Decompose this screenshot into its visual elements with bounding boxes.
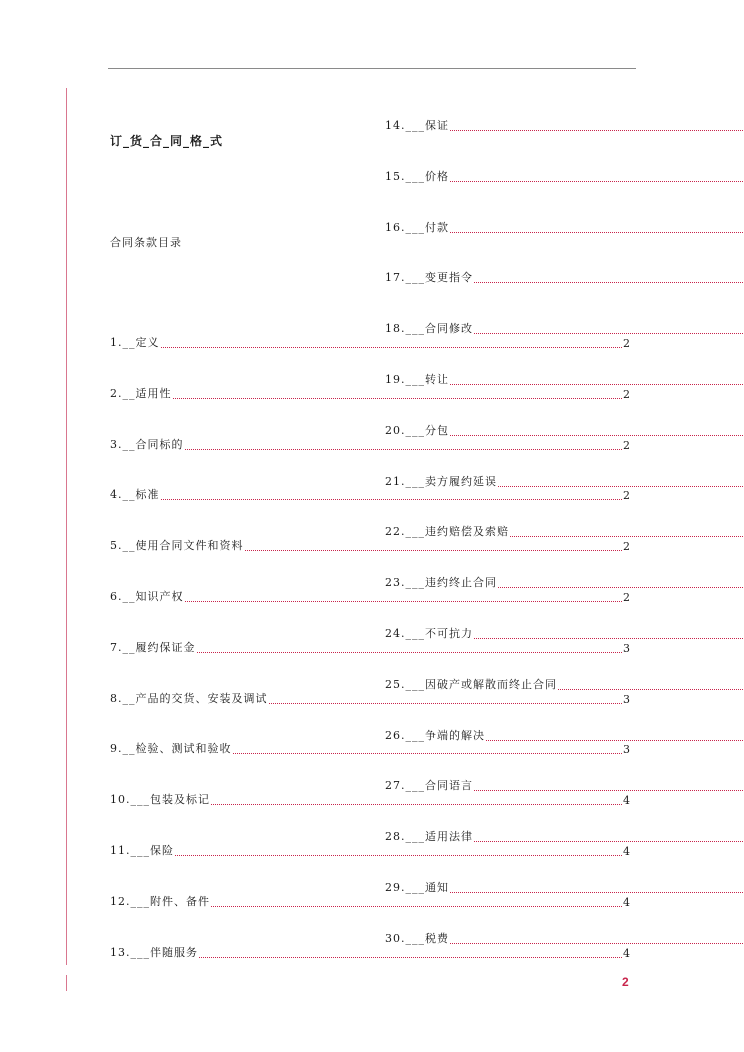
toc-entry[interactable] (385, 678, 744, 692)
toc-entry-page: 2 (623, 387, 630, 401)
toc-entry[interactable] (110, 793, 630, 807)
toc-entry[interactable] (385, 170, 744, 184)
toc-entry-label: 27.___合同语言 (385, 779, 473, 793)
toc-entry-label: 17.___变更指令 (385, 271, 473, 285)
dot-leader (450, 892, 743, 893)
toc-entry-label: 8.__产品的交货、安装及调试 (110, 691, 268, 705)
toc-entry[interactable] (385, 932, 744, 946)
dot-leader (211, 804, 622, 805)
toc-entry[interactable] (385, 830, 744, 844)
toc-entry-label: 5.__使用合同文件和资料 (110, 539, 244, 553)
dot-leader (245, 550, 623, 551)
toc-entry-label: 20.___分包 (385, 423, 449, 437)
dot-leader (450, 384, 743, 385)
toc-entry-label: 12.___附件、备件 (110, 894, 210, 908)
toc-entry[interactable] (385, 119, 744, 133)
toc-entry-label: 29.___通知 (385, 881, 449, 894)
toc-entry[interactable] (385, 525, 744, 539)
toc-entry[interactable] (110, 438, 630, 452)
toc-entry-label: 25.___因破产或解散而终止合同 (385, 677, 557, 691)
toc-entry-page: 4 (623, 946, 630, 960)
toc-entry-label: 1.__定义 (110, 336, 160, 349)
dot-leader (269, 703, 623, 704)
dot-leader (450, 943, 743, 944)
dot-leader (450, 435, 743, 436)
toc-entry-label: 19.___转让 (385, 373, 449, 386)
toc-entry-page: 2 (623, 438, 630, 452)
toc-entry-label: 23.___违约终止合同 (385, 576, 497, 590)
dot-leader (233, 753, 623, 754)
dot-leader (498, 587, 743, 588)
header-rule (108, 68, 636, 69)
dot-leader (199, 957, 622, 958)
toc-entry-label: 22.___违约赔偿及索赔 (385, 525, 509, 539)
toc-entry[interactable] (385, 271, 744, 285)
toc-entry-label: 6.__知识产权 (110, 590, 184, 603)
dot-leader (450, 130, 743, 131)
dot-leader (474, 333, 743, 334)
toc-entry-label: 4.__标准 (110, 488, 160, 502)
dot-leader (175, 855, 622, 856)
toc-entry[interactable] (110, 895, 630, 909)
toc-entry[interactable] (110, 946, 630, 960)
dot-leader (211, 906, 622, 907)
toc-entry[interactable] (110, 336, 630, 350)
toc-entry-label: 18.___合同修改 (385, 322, 473, 336)
dot-leader (510, 536, 743, 537)
toc-entry[interactable] (385, 322, 744, 336)
dot-leader (197, 652, 623, 653)
toc-entry[interactable] (110, 692, 630, 706)
toc-entry-label: 9.__检验、测试和验收 (110, 742, 232, 756)
toc-entry[interactable] (110, 539, 630, 553)
footer-margin-tick (66, 975, 67, 991)
dot-leader (185, 449, 623, 450)
dot-leader (161, 499, 623, 500)
toc-entry[interactable] (385, 881, 744, 895)
dot-leader (450, 181, 743, 182)
dot-leader (474, 638, 743, 639)
toc-entry-label: 7.__履约保证金 (110, 640, 196, 654)
toc-entry-page: 2 (623, 591, 630, 604)
toc-entry-label: 16.___付款 (385, 220, 449, 234)
toc-entry[interactable] (110, 590, 630, 604)
document-title: 订_货_合_同_格_式 (110, 134, 224, 148)
toc-entry[interactable] (385, 576, 744, 590)
toc-entry-label: 30.___税费 (385, 931, 449, 945)
toc-entry[interactable] (385, 779, 744, 793)
toc-entry[interactable] (385, 729, 744, 743)
toc-entry-page: 3 (623, 641, 630, 655)
toc-entry[interactable] (110, 387, 630, 401)
toc-entry[interactable] (385, 627, 744, 641)
toc-entry-label: 28.___适用法律 (385, 830, 473, 844)
dot-leader (185, 601, 623, 602)
toc-entry-label: 21.___卖方履约延误 (385, 474, 497, 488)
toc-entry[interactable] (385, 221, 744, 235)
toc-entry-label: 3.__合同标的 (110, 437, 184, 451)
dot-leader (486, 740, 743, 741)
margin-bar (66, 88, 67, 965)
toc-entry[interactable] (110, 488, 630, 502)
dot-leader (450, 232, 743, 233)
dot-leader (161, 347, 623, 348)
toc-entry-page: 3 (623, 692, 630, 706)
toc-entry[interactable] (385, 373, 744, 387)
toc-entry-label: 24.___不可抗力 (385, 627, 473, 640)
toc-entry-page: 2 (623, 489, 630, 503)
toc-entry-label: 10.___包装及标记 (110, 793, 210, 807)
toc-entry[interactable] (385, 475, 744, 489)
toc-entry-label: 14.___保证 (385, 119, 449, 132)
toc-entry-label: 15.___价格 (385, 169, 449, 183)
dot-leader (558, 689, 743, 690)
dot-leader (474, 841, 743, 842)
toc-entry-page: 4 (623, 845, 630, 858)
dot-leader (474, 790, 743, 791)
dot-leader (474, 282, 743, 283)
toc-entry[interactable] (110, 641, 630, 655)
page-number: 2 (622, 975, 629, 989)
toc-entry-page: 4 (623, 794, 630, 808)
toc-entry[interactable] (385, 424, 744, 438)
toc-entry[interactable] (110, 844, 630, 858)
toc-entry-label: 11.___保险 (110, 844, 174, 857)
toc-entry-label: 2.__适用性 (110, 386, 172, 400)
toc-entry-page: 4 (623, 895, 630, 909)
toc-entry-page: 2 (623, 540, 630, 554)
toc-entry[interactable] (110, 742, 630, 756)
toc-entry-page: 2 (623, 337, 630, 350)
dot-leader (173, 398, 623, 399)
dot-leader (498, 486, 743, 487)
toc-entry-page: 3 (623, 743, 630, 757)
toc-heading: 合同条款目录 (110, 236, 182, 249)
toc-entry-label: 26.___争端的解决 (385, 728, 485, 742)
toc-entry-label: 13.___伴随服务 (110, 945, 198, 959)
